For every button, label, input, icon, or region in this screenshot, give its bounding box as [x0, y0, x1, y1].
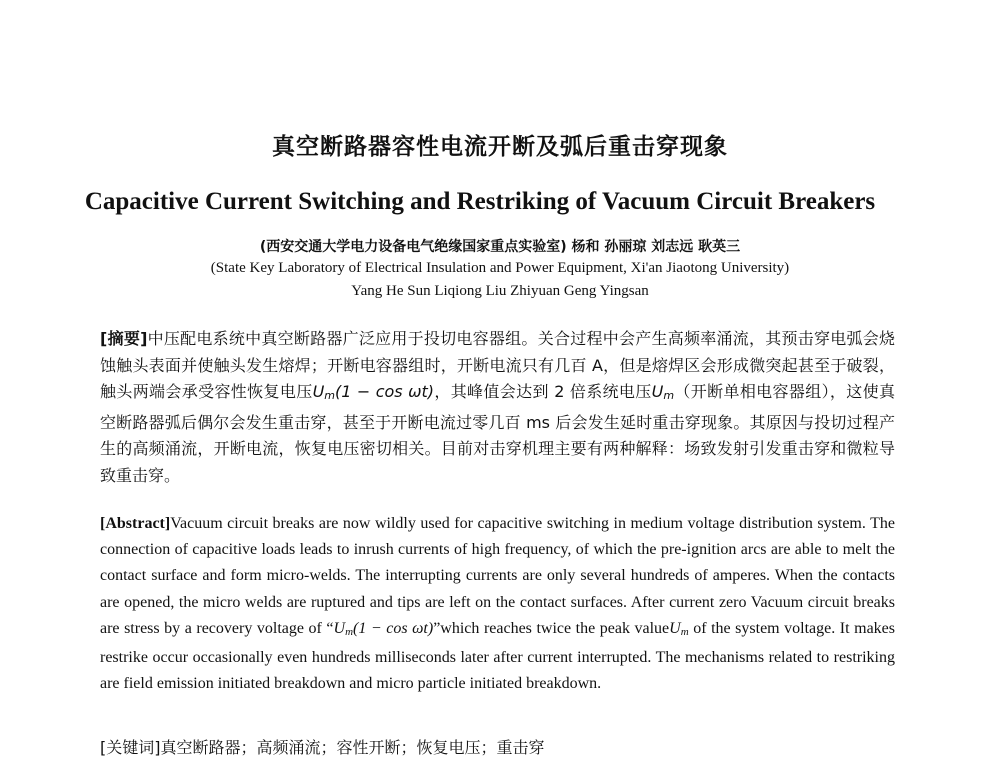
formula-en-rest: (1 − cos ωt) — [353, 619, 434, 637]
keywords-text: 真空断路器；高频涌流；容性开断；恢复电压；重击穿 — [160, 738, 545, 757]
formula-um-u: U — [651, 382, 664, 401]
formula-en-u: U — [333, 619, 346, 637]
chinese-title: 真空断路器容性电流开断及弧后重击穿现象 — [272, 134, 728, 160]
abstract-cn-part2: ，其峰值会达到 2 倍系统电压 — [434, 382, 652, 401]
abstract-en-label: [Abstract] — [100, 515, 171, 532]
abstract-en-part3: of the system voltage. It makes restrike occur occasionally even hundreds milliseconds later after current interrupted. The mechanisms related to restriking are field emission initiated breakdown and micro particle initiated breakdown. — [100, 619, 895, 693]
formula-rest: (1 − cos ωt) — [335, 382, 434, 401]
formula-en-um-sub: m — [680, 625, 689, 638]
abstract-cn-part3: （开断单相电容器组），这使真空断路器弧后偶尔会发生重击穿，甚至于开断电流过零几百 ms 后会发生延时重击穿现象。其原因与投切过程产生的高频涌流，开断电流，恢复电压密切相关。目前对击穿机理主要有两种解释：场致发射引发重击穿和微粒导致重击穿。 — [100, 382, 895, 485]
authors-english: Yang He Sun Liqiong Liu Zhiyuan Geng Yingsan — [351, 283, 649, 299]
abstract-cn-part1: 中压配电系统中真空断路器广泛应用于投切电容器组。关合过程中会产生高频率涌流，其预击穿电弧会烧蚀触头表面并使触头发生熔焊；开断电容器组时，开断电流只有几百 A，但是熔焊区会形成微突起甚至于破裂，触头两端会承受容性恢复电压 — [100, 329, 895, 401]
formula-sub: m — [324, 389, 336, 402]
abstract-en-part2: ”which reaches twice the peak value — [433, 619, 670, 637]
formula-en-um-u: U — [669, 619, 681, 637]
keywords — [100, 735, 895, 758]
formula-en-sub: m — [345, 625, 354, 638]
formula-um-sub: m — [663, 389, 675, 402]
english-title: Capacitive Current Switching and Restriking of Vacuum Circuit Breakers — [84, 188, 876, 215]
keywords-label: [关键词] — [100, 738, 161, 757]
affiliation-english: (State Key Laboratory of Electrical Insulation and Power Equipment, Xi'an Jiaotong University) — [210, 260, 790, 276]
abstract-en-part1: Vacuum circuit breaks are now wildly used for capacitive switching in medium voltage distribution system. The connection of capacitive loads leads to inrush currents of high frequency, of which the pre-ignition arcs are able to melt the contact surface and form micro-welds. The interrupting currents are only several hundreds of amperes. When the contacts are opened, the micro welds are ruptured and tips are left on the contact surfaces. After current zero Vacuum circuit breaks are stress by a recovery voltage of “ — [100, 515, 895, 637]
abstract-english — [100, 511, 895, 697]
abstract-chinese — [100, 326, 895, 489]
abstract-cn-label: [摘要] — [100, 329, 148, 348]
formula-u: U — [312, 382, 325, 401]
affiliation-chinese: (西安交通大学电力设备电气绝缘国家重点实验室) 杨和 孙丽琼 刘志远 耿英三 — [259, 239, 741, 255]
